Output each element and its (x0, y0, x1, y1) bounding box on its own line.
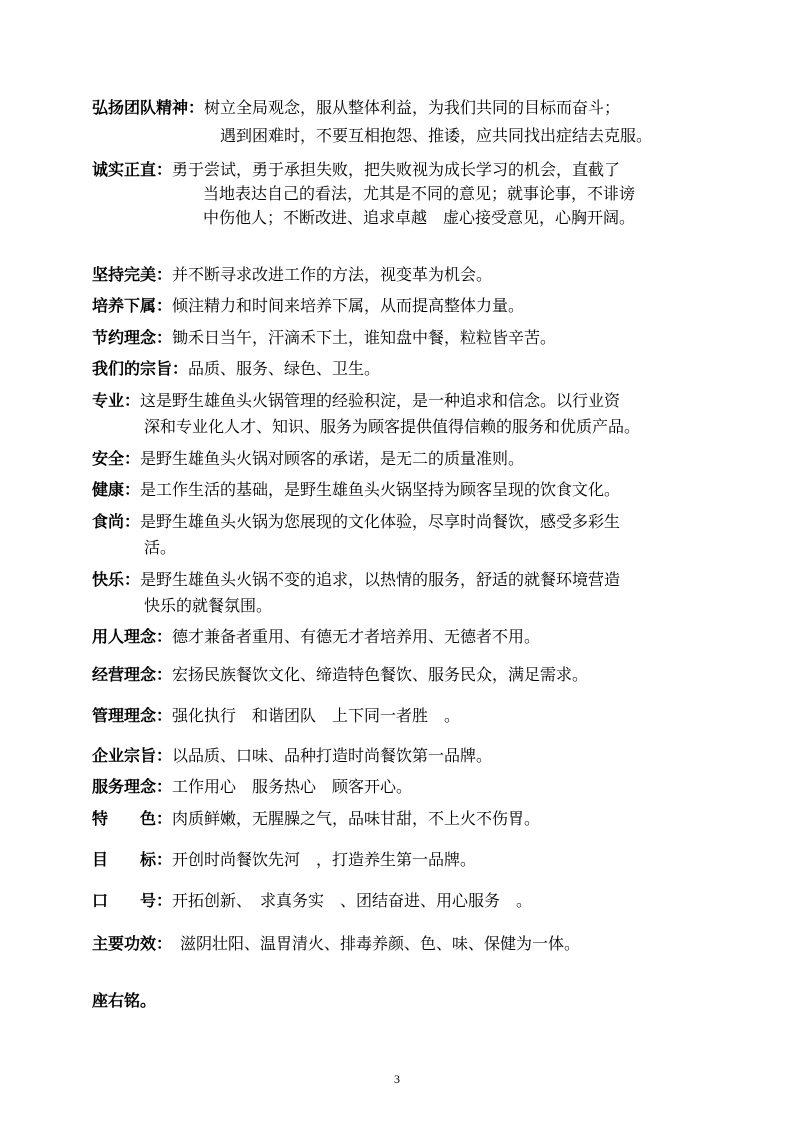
item-text: 德才兼备者重用、有德无才者培养用、无德者不用。 (172, 627, 541, 646)
item-text: 倾注精力和时间来培养下属，从而提高整体力量。 (172, 296, 525, 315)
item-text: 锄禾日当午，汗滴禾下土，谁知盘中餐，粒粒皆辛苦。 (172, 328, 557, 347)
item-label: 培养下属： (92, 296, 173, 315)
item-label: 特 色： (92, 809, 173, 828)
item-text: 以品质、口味、品种打造时尚餐饮第一品牌。 (172, 746, 493, 765)
dining-line (92, 512, 620, 532)
thrift-line (92, 328, 556, 348)
joy-line (92, 570, 620, 590)
item-text: 是野生雄鱼头火锅对顾客的承诺，是无二的质量准则。 (140, 449, 525, 468)
honesty-cont-1: 当地表达自己的看法，尤其是不同的意见；就事论事，不诽谤 (203, 184, 636, 203)
item-label: 健康： (92, 480, 141, 499)
item-label: 弘扬团队精神： (92, 98, 205, 117)
management-line (92, 706, 460, 726)
feature-line (92, 809, 540, 829)
perfection-line (92, 265, 492, 285)
item-label: 节约理念： (92, 328, 173, 347)
item-text: 肉质鲜嫩，无腥臊之气，品味甘甜，不上火不伤胃。 (172, 809, 541, 828)
item-label: 诚实正直： (92, 160, 173, 179)
health-line (92, 480, 620, 500)
item-text: 开创时尚餐饮先河 ，打造养生第一品牌。 (172, 850, 477, 869)
item-label: 管理理念： (92, 706, 173, 725)
item-label: 经营理念： (92, 665, 173, 684)
enterprise-line (92, 746, 492, 766)
honesty-cont-2: 中伤他人；不断改进、追求卓越 虚心接受意见，心胸开阔。 (203, 208, 636, 227)
subordinates-line (92, 296, 524, 316)
item-text: 品质、服务、绿色、卫生。 (188, 359, 381, 378)
business-line (92, 665, 588, 685)
purpose-line (92, 359, 380, 379)
team-spirit-cont: 遇到困难时，不要互相抱怨、推诿，应共同找出症结去克服。 (220, 126, 653, 145)
item-text: 宏扬民族餐饮文化、缔造特色餐饮、服务民众，满足需求。 (172, 665, 589, 684)
dining-cont: 活。 (144, 538, 177, 557)
item-text: 工作用心 服务热心 顾客开心。 (172, 777, 413, 796)
slogan-line (92, 891, 532, 911)
item-label: 目 标： (92, 850, 173, 869)
item-label: 口 号： (92, 891, 173, 910)
efficacy-line (92, 934, 580, 954)
item-text: 这是野生雄鱼头火锅管理的经验积淀，是一种追求和信念。以行业资 (140, 391, 621, 410)
team-spirit-line (92, 98, 620, 118)
item-label: 食尚： (92, 512, 141, 531)
item-label: 安全： (92, 449, 141, 468)
item-text: 滋阴壮阳、温胃清火、排毒养颜、色、味、保健为一体。 (164, 934, 581, 953)
professional-cont: 深和专业化人才、知识、服务为顾客提供值得信赖的服务和优质产品。 (144, 417, 641, 436)
professional-line (92, 391, 620, 411)
item-label: 专业： (92, 391, 141, 410)
item-label: 快乐： (92, 570, 141, 589)
goal-line (92, 850, 476, 870)
item-text: 是野生雄鱼头火锅为您展现的文化体验，尽享时尚餐饮，感受多彩生 (140, 512, 621, 531)
item-label: 服务理念： (92, 777, 173, 796)
item-label: 坚持完美： (92, 265, 173, 284)
item-text: 强化执行 和谐团队 上下同一者胜 。 (172, 706, 461, 725)
service-line (92, 777, 412, 797)
item-label: 座右铭。 (92, 991, 157, 1010)
item-label: 企业宗旨： (92, 746, 173, 765)
motto-line (92, 991, 156, 1011)
item-text: 树立全局观念，服从整体利益，为我们共同的目标而奋斗； (204, 98, 621, 117)
item-text: 是野生雄鱼头火锅不变的追求，以热情的服务，舒适的就餐环境营造 (140, 570, 621, 589)
item-label: 主要功效： (92, 934, 165, 953)
item-label: 我们的宗旨： (92, 359, 189, 378)
safety-line (92, 449, 524, 469)
joy-cont: 快乐的就餐氛围。 (144, 596, 273, 615)
page-number: 3 (394, 1072, 400, 1086)
item-text: 开拓创新、 求真务实 、团结奋进、用心服务 。 (172, 891, 533, 910)
item-text: 是工作生活的基础，是野生雄鱼头火锅坚持为顾客呈现的饮食文化。 (140, 480, 621, 499)
item-label: 用人理念： (92, 627, 173, 646)
staffing-line (92, 627, 540, 647)
item-text: 并不断寻求改进工作的方法，视变革为机会。 (172, 265, 493, 284)
honesty-line (92, 160, 620, 180)
item-text: 勇于尝试，勇于承担失败，把失败视为成长学习的机会，直截了 (172, 160, 621, 179)
